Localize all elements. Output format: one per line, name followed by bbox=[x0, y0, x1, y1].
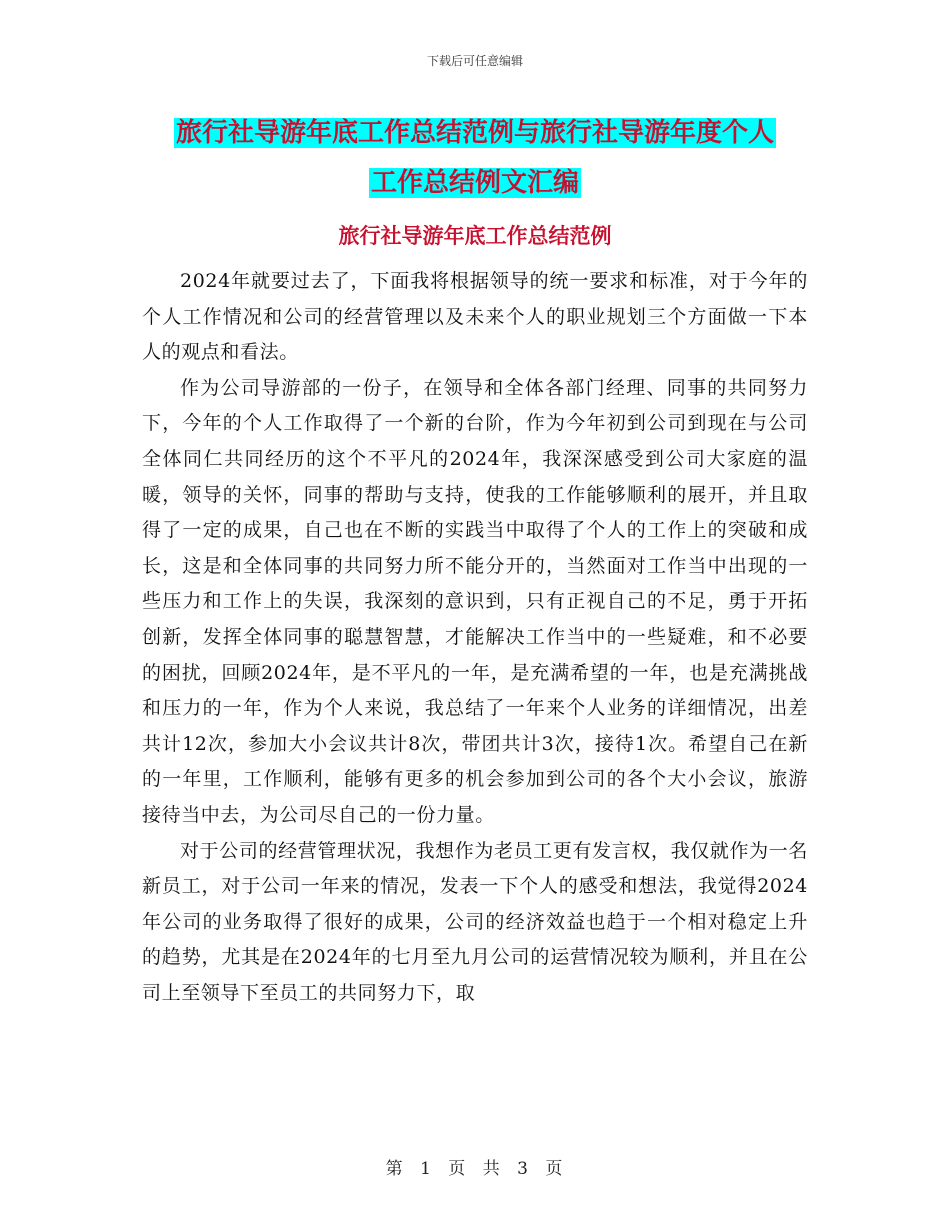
footer-suffix: 页 bbox=[545, 1159, 565, 1179]
main-title-line-1: 旅行社导游年底工作总结范例与旅行社导游年度个人 bbox=[175, 118, 774, 148]
paragraph-1: 2024年就要过去了，下面我将根据领导的统一要求和标准，对于今年的个人工作情况和公司的经营管理以及未来个人的职业规划三个方面做一下本人的观点和看法。 bbox=[142, 270, 808, 364]
document-body bbox=[142, 264, 808, 1011]
paragraph-2: 作为公司导游部的一份子，在领导和全体各部门经理、同事的共同努力下，今年的个人工作取得了一个新的台阶，作为今年初到公司到现在与公司全体同仁共同经历的这个不平凡的2024年，我深深感受到公司大家庭的温暖，领导的关怀，同事的帮助与支持，使我的工作能够顺利的展开，并且取得了一定的成果，自己也在不断的实践当中取得了个人的工作上的突破和成长，这是和全体同事的共同努力所不能分开的，当然面对工作当中出现的一些压力和工作上的失误，我深刻的意识到，只有正视自己的不足，勇于开拓创新，发挥全体同事的聪慧智慧，才能解决工作当中的一些疑难，和不必要的困扰，回顾2024年，是不平凡的一年，是充满希望的一年，也是充满挑战和压力的一年，作为个人来说，我总结了一年来个人业务的详细情况，出差共计12次，参加大小会议共计8次，带团共计3次，接待1次。希望自己在新的一年里，工作顺利，能够有更多的机会参加到公司的各个大小会议，旅游接待当中去，为公司尽自己的一份力量。 bbox=[142, 376, 808, 826]
footer-page-word: 页 bbox=[448, 1159, 468, 1179]
header-note: 下载后可任意编辑 bbox=[426, 54, 523, 68]
main-title bbox=[140, 108, 810, 208]
footer-prefix: 第 bbox=[385, 1159, 405, 1179]
page-footer bbox=[0, 1154, 950, 1179]
footer-total-pages: 3 bbox=[517, 1159, 530, 1179]
main-title-line-2: 工作总结例文汇编 bbox=[370, 168, 579, 198]
footer-total-word: 共 bbox=[482, 1159, 502, 1179]
paragraph-3: 对于公司的经营管理状况，我想作为老员工更有发言权，我仅就作为一名新员工，对于公司一年来的情况，发表一下个人的感受和想法，我觉得2024年公司的业务取得了很好的成果，公司的经济效益也趋于一个相对稳定上升的趋势，尤其是在2024年的七月至九月公司的运营情况较为顺利，并且在公司上至领导下至员工的共同努力下，取 bbox=[142, 839, 808, 1004]
section-title: 旅行社导游年底工作总结范例 bbox=[338, 224, 612, 248]
footer-page-number: 1 bbox=[420, 1159, 433, 1179]
